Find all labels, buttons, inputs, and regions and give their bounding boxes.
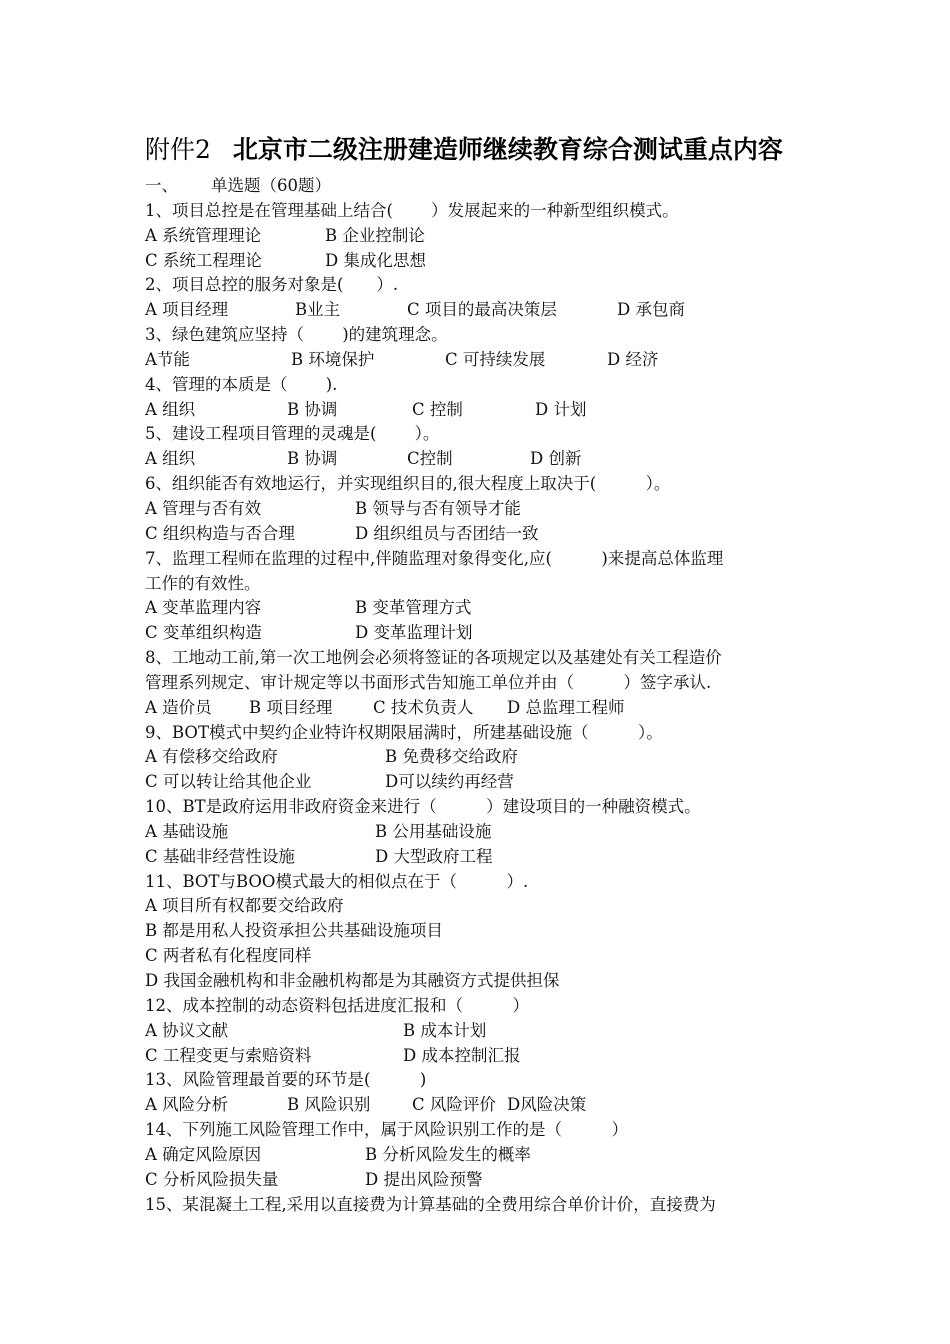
answer-option: D 大型政府工程 <box>375 846 493 866</box>
answer-option: C 控制 <box>412 399 463 419</box>
question-text: 11、BOT与BOO模式最大的相似点在于（ ）. <box>145 871 529 891</box>
question-text: 1、项目总控是在管理基础上结合( ）发展起来的一种新型组织模式。 <box>145 200 679 220</box>
option-row <box>145 845 845 870</box>
answer-option: C 技术负责人 <box>373 697 474 717</box>
option-row <box>145 696 845 721</box>
title-main: 北京市二级注册建造师继续教育综合测试重点内容 <box>232 135 783 164</box>
option-row <box>145 1093 845 1118</box>
answer-option: D 组织组员与否团结一致 <box>355 523 539 543</box>
question-text: 工作的有效性。 <box>145 573 261 593</box>
answer-option: C 组织构造与否合理 <box>145 523 295 543</box>
answer-option: B 分析风险发生的概率 <box>365 1144 531 1164</box>
question-text: 5、建设工程项目管理的灵魂是( ）。 <box>145 424 440 444</box>
section-heading <box>145 174 845 199</box>
option-row <box>145 944 845 969</box>
option-row <box>145 919 845 944</box>
option-row <box>145 249 845 274</box>
answer-option: A 项目经理 <box>145 300 229 320</box>
answer-option: B 领导与否有领导才能 <box>355 498 521 518</box>
title-prefix: 附件2 <box>145 135 211 164</box>
answer-option: D 创新 <box>530 449 582 469</box>
answer-option: D可以续约再经营 <box>385 772 514 792</box>
option-row <box>145 745 845 770</box>
answer-option: A 管理与否有效 <box>145 498 262 518</box>
answer-option: B 企业控制论 <box>325 225 425 245</box>
answer-option: A 基础设施 <box>145 821 229 841</box>
option-row <box>145 820 845 845</box>
answer-option: D风险决策 <box>507 1095 587 1115</box>
answer-option: A 组织 <box>145 449 196 469</box>
answer-option: A 变革监理内容 <box>145 598 262 618</box>
answer-option: A 协议文献 <box>145 1020 229 1040</box>
question-text: 管理系列规定、审计规定等以书面形式告知施工单位并由（ ）签字承认. <box>145 672 712 692</box>
answer-option: B 成本计划 <box>403 1020 487 1040</box>
answer-option: C 可持续发展 <box>445 349 546 369</box>
answer-option: B 协调 <box>287 399 338 419</box>
answer-option: B 环境保护 <box>291 349 375 369</box>
option-row <box>145 770 845 795</box>
answer-option: A节能 <box>145 349 190 369</box>
answer-option: B 协调 <box>287 449 338 469</box>
answer-option: D 计划 <box>535 399 587 419</box>
answer-option: C 变革组织构造 <box>145 623 262 643</box>
question-text: 7、监理工程师在监理的过程中,伴随监理对象得变化,应( )来提高总体监理 <box>145 548 724 568</box>
question-text: 12、成本控制的动态资料包括进度汇报和（ ） <box>145 995 529 1015</box>
question-list <box>145 174 845 1217</box>
answer-option: D 总监理工程师 <box>507 697 625 717</box>
answer-option: B 都是用私人投资承担公共基础设施项目 <box>145 921 443 941</box>
option-row <box>145 224 845 249</box>
document-title <box>145 132 925 168</box>
option-row <box>145 969 845 994</box>
section-number: 一、 <box>145 176 178 195</box>
answer-option: C 工程变更与索赔资料 <box>145 1045 312 1065</box>
answer-option: B 项目经理 <box>249 697 333 717</box>
answer-option: A 造价员 <box>145 697 212 717</box>
question-text: 4、管理的本质是（ ). <box>145 374 338 394</box>
answer-option: A 系统管理理论 <box>145 225 262 245</box>
answer-option: D 成本控制汇报 <box>403 1045 521 1065</box>
option-row <box>145 298 845 323</box>
question-text: 13、风险管理最首要的环节是( ) <box>145 1070 427 1090</box>
question-text: 3、绿色建筑应坚持（ )的建筑理念。 <box>145 325 448 345</box>
option-row <box>145 621 845 646</box>
answer-option: C 基础非经营性设施 <box>145 846 295 866</box>
answer-option: B 公用基础设施 <box>375 821 492 841</box>
option-row <box>145 1044 845 1069</box>
option-row <box>145 1019 845 1044</box>
question-text: 10、BT是政府运用非政府资金来进行（ ）建设项目的一种融资模式。 <box>145 797 701 817</box>
answer-option: A 风险分析 <box>145 1095 229 1115</box>
option-row <box>145 1143 845 1168</box>
answer-option: C 系统工程理论 <box>145 250 262 270</box>
option-row <box>145 348 845 373</box>
option-row <box>145 1168 845 1193</box>
question-text: 8、工地动工前,第一次工地例会必须将签证的各项规定以及基建处有关工程造价 <box>145 648 722 668</box>
answer-option: A 确定风险原因 <box>145 1144 262 1164</box>
answer-option: D 经济 <box>607 349 659 369</box>
answer-option: B 变革管理方式 <box>355 598 472 618</box>
question-text: 14、下列施工风险管理工作中，属于风险识别工作的是（ ） <box>145 1120 628 1140</box>
answer-option: B 风险识别 <box>287 1095 371 1115</box>
answer-option: D 提出风险预警 <box>365 1169 483 1189</box>
section-label: 单选题（60题） <box>211 176 331 195</box>
question-text: 9、BOT模式中契约企业特许权期限届满时，所建基础设施（ ）。 <box>145 722 663 742</box>
option-row <box>145 398 845 423</box>
question-text: 6、组织能否有效地运行，并实现组织目的,很大程度上取决于( ）。 <box>145 474 671 494</box>
answer-option: C 项目的最高决策层 <box>407 300 557 320</box>
answer-option: B 免费移交给政府 <box>385 747 518 767</box>
answer-option: D 变革监理计划 <box>355 623 473 643</box>
answer-option: A 有偿移交给政府 <box>145 747 278 767</box>
answer-option: A 项目所有权都要交给政府 <box>145 896 344 916</box>
answer-option: C 可以转让给其他企业 <box>145 772 312 792</box>
answer-option: C 分析风险损失量 <box>145 1169 279 1189</box>
option-row <box>145 894 845 919</box>
option-row <box>145 596 845 621</box>
answer-option: A 组织 <box>145 399 196 419</box>
answer-option: C 风险评价 <box>412 1095 496 1115</box>
option-row <box>145 497 845 522</box>
option-row <box>145 522 845 547</box>
answer-option: C 两者私有化程度同样 <box>145 946 312 966</box>
question-text: 2、项目总控的服务对象是( ）. <box>145 275 399 295</box>
answer-option: B业主 <box>295 300 341 320</box>
question-text: 15、某混凝土工程,采用以直接费为计算基础的全费用综合单价计价，直接费为 <box>145 1194 716 1214</box>
option-row <box>145 447 845 472</box>
answer-option: D 集成化思想 <box>325 250 426 270</box>
answer-option: D 承包商 <box>617 300 685 320</box>
answer-option: D 我国金融机构和非金融机构都是为其融资方式提供担保 <box>145 971 560 990</box>
answer-option: C控制 <box>407 449 453 469</box>
